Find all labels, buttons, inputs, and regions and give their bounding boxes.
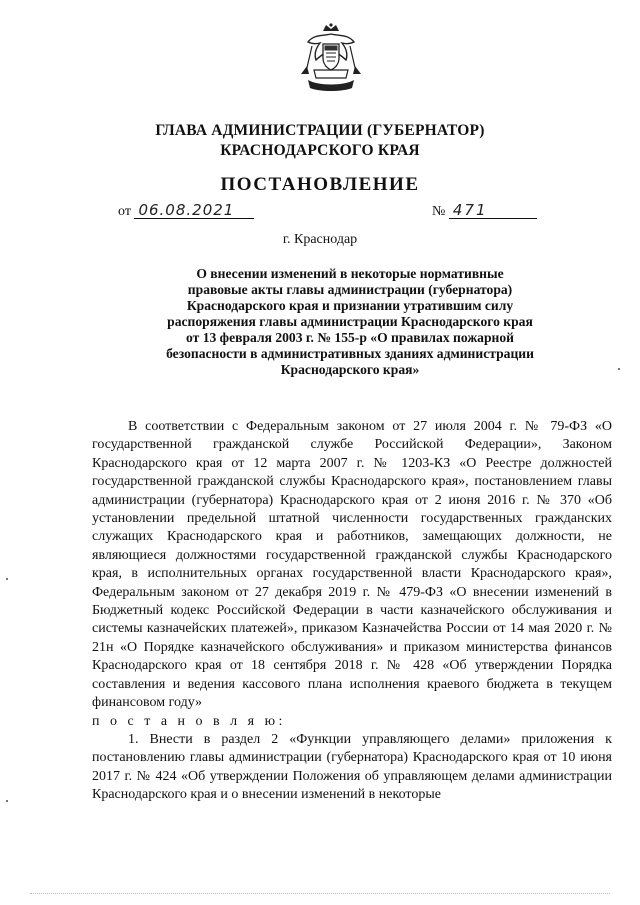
city-name: г. Краснодар [282,232,358,247]
authority-title-line2: КРАСНОДАРСКОГО КРАЯ [220,142,420,159]
title-line: правовые акты главы администрации (губернатора) [187,282,513,297]
body-paragraph-preamble: В соответствии с Федеральным законом от 27 июля 2004 г. № 79-ФЗ «О государственной гражданской службе Российской Федерации», Законом Краснодарского края от 12 марта 2007 г. № 1203-КЗ «О Реестре должностей государственной гражданской службы Краснодарского края», постановлением главы администрации (губернатора) Краснодарского края от 2 июня 2016 г. № 370 «Об установлении предельной штатной численности государственных гражданских служащих Краснодарского края и работников, замещающих должности, не являющиеся должностями государственной гражданской службы Краснодарского края, в исполнительных органах государственной власти Краснодарского края», Федеральным законом от 27 декабря 2019 г. № 479-ФЗ «О внесении изменений в Бюджетный кодекс Российской Федерации в части казначейского обслуживания и системы казначейских платежей», приказом Казначейства России от 14 мая 2020 г. № 21н «О Порядке казначейского обслуживания» и приказом министерства финансов Краснодарского края от 18 сентября 2018 г. № 428 «Об утверждении Порядка составления и ведения кассового плана исполнения краевого бюджета в текущем финансовом году» [92,419,612,711]
date-prefix: от [118,204,131,219]
title-line: Краснодарского края» [280,362,420,377]
title-line: от 13 февраля 2003 г. № 155-р «О правилах пожарной [186,330,514,345]
document-date [118,202,254,220]
scan-speck [6,578,8,580]
title-line: распоряжения главы администрации Краснодарского края [167,314,533,329]
scan-speck [618,368,620,370]
scan-edge-noise [30,893,610,896]
title-line: Краснодарского края и признании утратившим силу [186,298,514,313]
document-number [432,202,537,220]
handwritten-number: 471 [449,202,537,219]
document-body [92,418,612,805]
title-line: О внесении изменений в некоторые нормативные [196,266,504,281]
title-line: безопасности в административных зданиях администрации [166,346,534,361]
krasnodar-coat-of-arms-icon [296,22,366,92]
coat-of-arms-emblem [296,22,366,92]
document-subject-title [140,266,560,378]
scan-speck [6,800,8,802]
resolve-word: п о с т а н о в л я ю: [92,713,286,729]
number-prefix: № [432,204,446,219]
handwritten-date: 06.08.2021 [134,202,254,219]
document-type: ПОСТАНОВЛЕНИЕ [220,174,420,195]
body-paragraph-item1: 1. Внести в раздел 2 «Функции управляющего делами» приложения к постановлению главы администрации (губернатора) Краснодарского края от 10 июня 2017 г. № 424 «Об утверждении Положения об управляющем делами администрации Краснодарского края и о внесении изменений в некоторые [92,731,612,803]
authority-title-line1: ГЛАВА АДМИНИСТРАЦИИ (ГУБЕРНАТОР) [155,122,485,139]
